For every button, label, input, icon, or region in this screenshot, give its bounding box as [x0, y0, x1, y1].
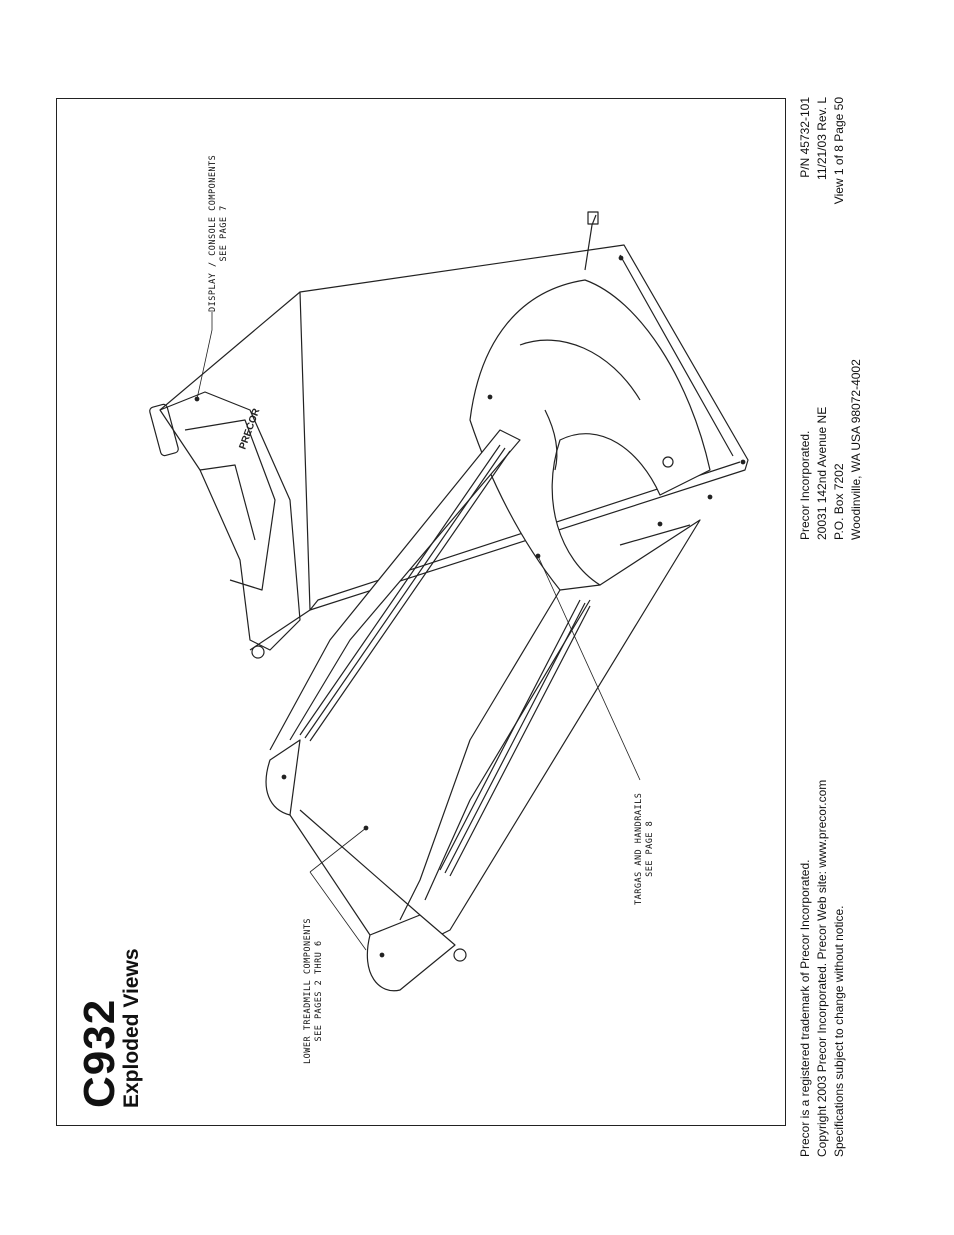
address-line-4: Woodinville, WA USA 98072-4002	[849, 359, 863, 540]
doc-date-rev: 11/21/03 Rev. L	[815, 97, 829, 180]
doc-part-number: P/N 45732-101	[798, 97, 812, 178]
console	[160, 392, 300, 650]
callout-lower-line1: LOWER TREADMILL COMPONENTS	[303, 917, 313, 1064]
legal-line-3: Specifications subject to change without notice.	[832, 905, 846, 1157]
footer-address	[797, 359, 865, 540]
address-line-1: Precor Incorporated.	[798, 430, 812, 540]
legal-line-1: Precor is a registered trademark of Precor Incorporated.	[798, 859, 812, 1157]
rear-cap-right	[367, 915, 455, 991]
legal-line-2: Copyright 2003 Precor Incorporated. Precor Web site: www.precor.com	[815, 779, 829, 1157]
footer-doc-info	[797, 97, 848, 242]
callout-targas-line1: TARGAS AND HANDRAILS	[634, 792, 644, 905]
address-line-2: 20031 142nd Avenue NE	[815, 406, 829, 540]
callout-display-line2: SEE PAGE 7	[219, 205, 229, 262]
page-title: C932	[75, 998, 124, 1108]
callout-display	[208, 155, 230, 312]
callout-targas-line2: SEE PAGE 8	[645, 820, 655, 877]
doc-view-page: View 1 of 8 Page 50	[832, 97, 846, 205]
callout-targas	[634, 793, 656, 905]
page-subtitle: Exploded Views	[120, 948, 143, 1108]
callout-lower-line2: SEE PAGES 2 THRU 6	[314, 940, 324, 1042]
leader-display	[197, 312, 212, 399]
callout-lower	[303, 918, 325, 1064]
leader-lower-1	[310, 828, 366, 872]
leader-targas	[538, 556, 640, 780]
callout-display-line1: DISPLAY / CONSOLE COMPONENTS	[208, 154, 218, 312]
address-line-3: P.O. Box 7202	[832, 463, 846, 540]
footer-legal	[797, 780, 848, 1157]
treadmill-drawing	[149, 212, 748, 991]
precor-logo: PRECOR	[237, 407, 263, 452]
